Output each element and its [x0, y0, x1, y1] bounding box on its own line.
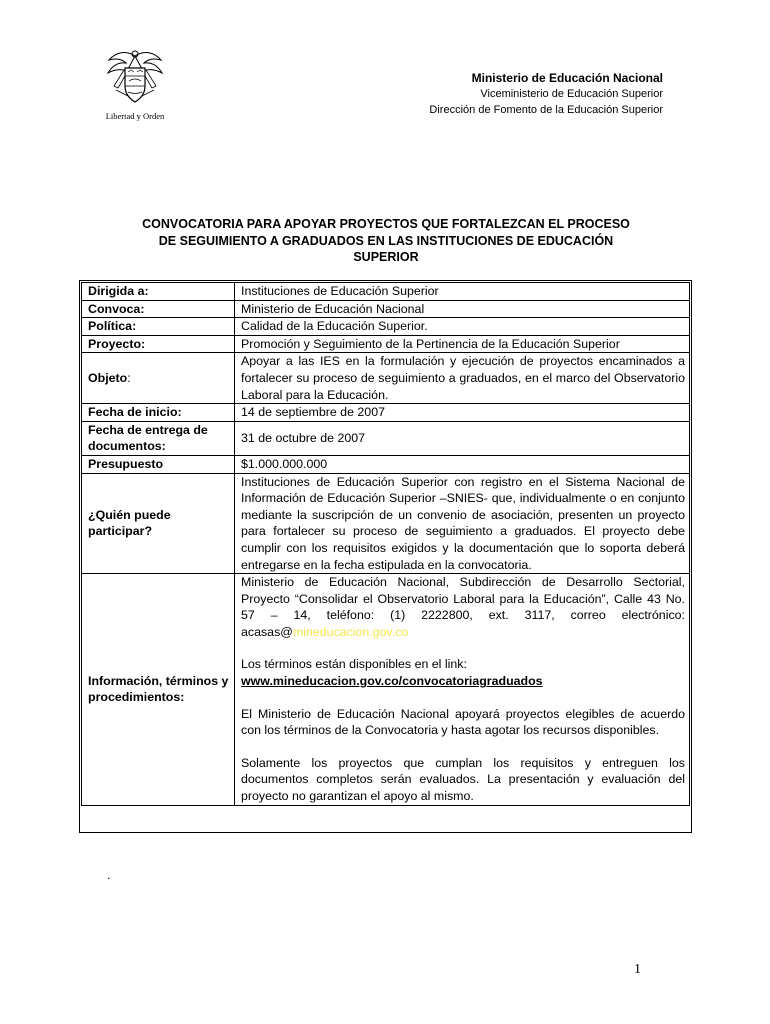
objeto-label-colon: :: [127, 370, 131, 385]
vice-ministry-name: Viceministerio de Educación Superior: [480, 88, 663, 100]
page-number: 1: [634, 962, 641, 977]
row-label-objeto: [82, 353, 235, 404]
row-label-fecha-inicio: Fecha de inicio:: [82, 404, 235, 422]
row-value-quien: Instituciones de Educación Superior con registro en el Sistema Nacional de Información de Educación Superior –SNIES- que, individualmente o en conjunto mediante la suscripción de un convenio de asociación, presenten un proyecto para fortalecer su proceso de seguimiento a graduados. El proyecto debe cumplir con los requisitos exigidos y la documentación que lo soporta deberá entregarse en la fecha estipulada en la convocatoria.: [235, 473, 690, 574]
row-label-presupuesto: Presupuesto: [82, 455, 235, 473]
call-details-table: [81, 282, 690, 806]
table-row: [82, 404, 690, 422]
letterhead: [429, 70, 663, 118]
ministry-name: Ministerio de Educación Nacional: [471, 71, 663, 85]
contact-text: Ministerio de Educación Nacional, Subdirección de Desarrollo Sectorial, Proyecto “Consolidar el Observatorio Laboral para la Educación”, Calle 43 No. 57 – 14, teléfono: (1) 2222800, ext. 3117, correo electrónico: acasas@: [241, 575, 685, 639]
row-value-objeto: Apoyar a las IES en la formulación y ejecución de proyectos encaminados a fortalecer su proceso de seguimiento a graduados, en el marco del Observatorio Laboral para la Educación.: [235, 353, 690, 404]
row-label-dirigida: Dirigida a:: [82, 283, 235, 301]
row-label-fecha-entrega: Fecha de entrega de documentos:: [82, 421, 235, 455]
title-line-2: DE SEGUIMIENTO A GRADUADOS EN LAS INSTITUCIONES DE EDUCACIÓN: [158, 233, 614, 248]
row-value-fecha-entrega: 31 de octubre de 2007: [235, 421, 690, 455]
row-value-politica: Calidad de la Educación Superior.: [235, 318, 690, 336]
table-row: [82, 455, 690, 473]
table-row: [82, 335, 690, 353]
stray-dot: .: [107, 868, 111, 882]
terms-paragraph: [241, 656, 685, 689]
row-value-dirigida: Instituciones de Educación Superior: [235, 283, 690, 301]
row-label-quien: ¿Quién puede participar?: [82, 473, 235, 574]
row-label-convoca: Convoca:: [82, 300, 235, 318]
objeto-label-text: Objeto: [88, 370, 128, 385]
row-value-informacion: [235, 574, 690, 806]
contact-paragraph: [241, 574, 685, 640]
direction-name: Dirección de Fomento de la Educación Superior: [429, 104, 663, 116]
row-label-informacion: Información, términos y procedimientos:: [82, 574, 235, 806]
row-value-convoca: Ministerio de Educación Nacional: [235, 300, 690, 318]
row-value-proyecto: Promoción y Seguimiento de la Pertinencia de la Educación Superior: [235, 335, 690, 353]
support-paragraph: El Ministerio de Educación Nacional apoyará proyectos elegibles de acuerdo con los términos de la Convocatoria y hasta agotar los recursos disponibles.: [241, 706, 685, 738]
table-row: [82, 421, 690, 455]
row-value-fecha-inicio: 14 de septiembre de 2007: [235, 404, 690, 422]
row-value-presupuesto: $1.000.000.000: [235, 455, 690, 473]
row-label-proyecto: Proyecto:: [82, 335, 235, 353]
table-row: [82, 318, 690, 336]
table-row: [82, 473, 690, 574]
title-line-3: SUPERIOR: [353, 250, 419, 264]
row-label-politica: Política:: [82, 318, 235, 336]
evaluation-paragraph: Solamente los proyectos que cumplan los requisitos y entreguen los documentos completos serán evaluados. La presentación y evaluación del proyecto no garantizan el apoyo al mismo.: [241, 755, 685, 804]
table-row: [82, 283, 690, 301]
terms-intro: Los términos están disponibles en el link:: [241, 657, 467, 672]
table-row: [82, 574, 690, 806]
terms-link[interactable]: www.mineducacion.gov.co/convocatoriagraduados: [241, 674, 543, 689]
table-row: [82, 353, 690, 404]
logo-motto: Libertad y Orden: [105, 111, 165, 121]
email-domain-link[interactable]: mineducacion.gov.co: [292, 624, 409, 639]
document-title: [100, 216, 672, 266]
coat-of-arms-icon: [104, 46, 166, 110]
table-row: [82, 300, 690, 318]
title-line-1: CONVOCATORIA PARA APOYAR PROYECTOS QUE FORTALEZCAN EL PROCESO: [142, 217, 630, 231]
